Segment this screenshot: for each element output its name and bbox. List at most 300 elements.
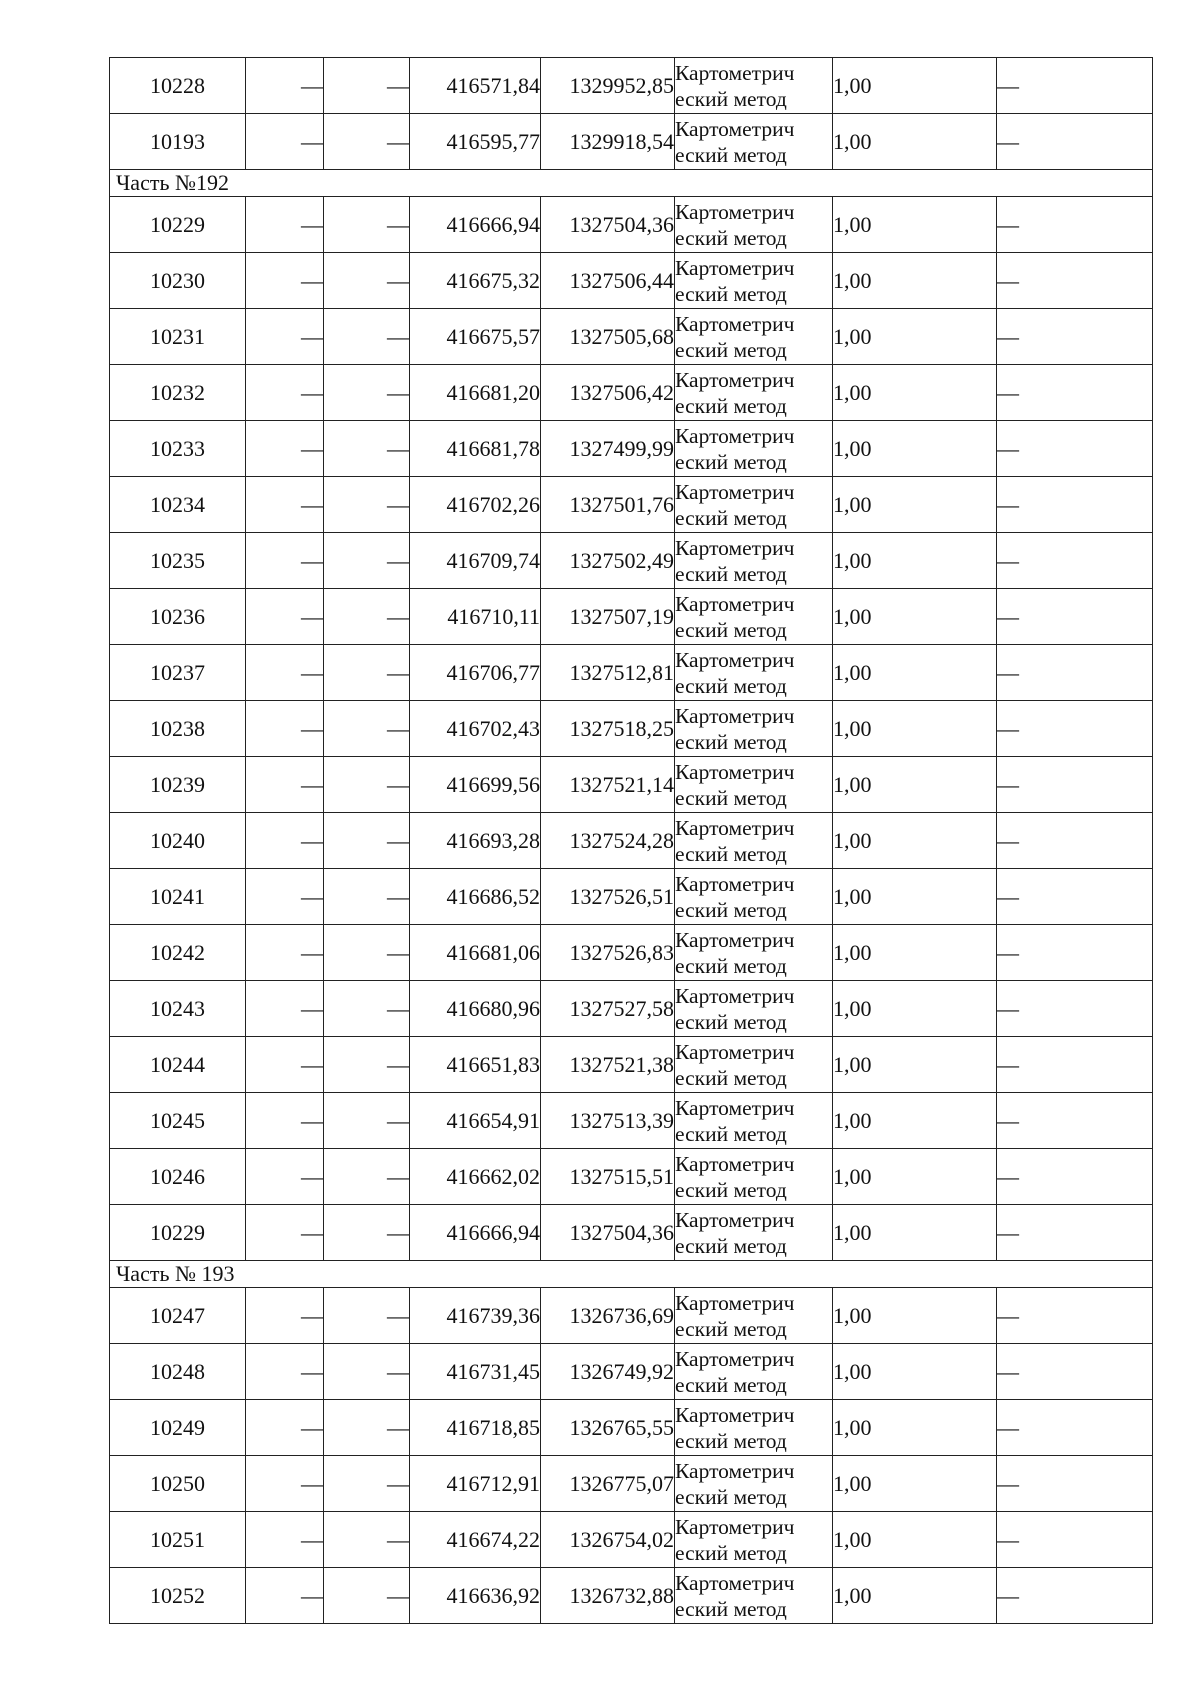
table-row <box>110 365 1153 421</box>
method-text-line2: еский метод <box>675 393 787 418</box>
point-number-cell: 10251 <box>110 1512 246 1568</box>
method-text-line1: Картометрич <box>675 647 795 672</box>
y-coordinate-cell: 1327524,28 <box>541 813 675 869</box>
table-row <box>110 1288 1153 1344</box>
empty-dash-cell: — <box>324 981 410 1037</box>
note-cell: — <box>997 1205 1153 1261</box>
empty-dash-cell: — <box>246 1400 324 1456</box>
point-number-cell: 10235 <box>110 533 246 589</box>
point-number-cell: 10249 <box>110 1400 246 1456</box>
table-row <box>110 589 1153 645</box>
point-number-cell: 10230 <box>110 253 246 309</box>
note-cell: — <box>997 1037 1153 1093</box>
point-number-cell: 10233 <box>110 421 246 477</box>
empty-dash-cell: — <box>324 1288 410 1344</box>
y-coordinate-cell: 1327526,51 <box>541 869 675 925</box>
method-text-line1: Картометрич <box>675 1095 795 1120</box>
y-coordinate-cell: 1326765,55 <box>541 1400 675 1456</box>
x-coordinate-cell: 416571,84 <box>410 58 541 114</box>
precision-cell: 1,00 <box>833 757 997 813</box>
note-cell: — <box>997 1344 1153 1400</box>
precision-cell: 1,00 <box>833 925 997 981</box>
precision-cell: 1,00 <box>833 869 997 925</box>
empty-dash-cell: — <box>246 533 324 589</box>
method-cell <box>675 1512 833 1568</box>
note-cell: — <box>997 114 1153 170</box>
precision-cell: 1,00 <box>833 1400 997 1456</box>
y-coordinate-cell: 1327501,76 <box>541 477 675 533</box>
table-row <box>110 309 1153 365</box>
point-number-cell: 10241 <box>110 869 246 925</box>
y-coordinate-cell: 1327506,42 <box>541 365 675 421</box>
empty-dash-cell: — <box>246 309 324 365</box>
method-text-line2: еский метод <box>675 561 787 586</box>
method-text-line2: еский метод <box>675 281 787 306</box>
table-row <box>110 701 1153 757</box>
empty-dash-cell: — <box>324 253 410 309</box>
point-number-cell: 10245 <box>110 1093 246 1149</box>
empty-dash-cell: — <box>324 1149 410 1205</box>
method-text-line2: еский метод <box>675 1372 787 1397</box>
method-text-line2: еский метод <box>675 617 787 642</box>
y-coordinate-cell: 1327504,36 <box>541 197 675 253</box>
method-text-line1: Картометрич <box>675 423 795 448</box>
empty-dash-cell: — <box>324 477 410 533</box>
table-row <box>110 477 1153 533</box>
x-coordinate-cell: 416739,36 <box>410 1288 541 1344</box>
y-coordinate-cell: 1329918,54 <box>541 114 675 170</box>
empty-dash-cell: — <box>246 1568 324 1624</box>
x-coordinate-cell: 416666,94 <box>410 1205 541 1261</box>
empty-dash-cell: — <box>246 1288 324 1344</box>
x-coordinate-cell: 416675,32 <box>410 253 541 309</box>
y-coordinate-cell: 1327506,44 <box>541 253 675 309</box>
method-cell <box>675 365 833 421</box>
point-number-cell: 10193 <box>110 114 246 170</box>
method-text-line1: Картометрич <box>675 199 795 224</box>
y-coordinate-cell: 1327504,36 <box>541 1205 675 1261</box>
empty-dash-cell: — <box>324 813 410 869</box>
method-text-line2: еский метод <box>675 1484 787 1509</box>
y-coordinate-cell: 1326736,69 <box>541 1288 675 1344</box>
method-text-line1: Картометрич <box>675 311 795 336</box>
method-cell <box>675 421 833 477</box>
empty-dash-cell: — <box>324 757 410 813</box>
section-heading-row <box>110 170 1153 197</box>
coordinates-table <box>109 57 1153 1624</box>
precision-cell: 1,00 <box>833 1568 997 1624</box>
empty-dash-cell: — <box>324 1093 410 1149</box>
empty-dash-cell: — <box>246 589 324 645</box>
precision-cell: 1,00 <box>833 1344 997 1400</box>
empty-dash-cell: — <box>324 701 410 757</box>
note-cell: — <box>997 757 1153 813</box>
method-text-line2: еский метод <box>675 86 787 111</box>
x-coordinate-cell: 416702,26 <box>410 477 541 533</box>
empty-dash-cell: — <box>246 197 324 253</box>
x-coordinate-cell: 416699,56 <box>410 757 541 813</box>
y-coordinate-cell: 1327499,99 <box>541 421 675 477</box>
empty-dash-cell: — <box>324 309 410 365</box>
empty-dash-cell: — <box>246 1456 324 1512</box>
method-cell <box>675 533 833 589</box>
y-coordinate-cell: 1327502,49 <box>541 533 675 589</box>
point-number-cell: 10232 <box>110 365 246 421</box>
method-text-line2: еский метод <box>675 449 787 474</box>
method-text-line1: Картометрич <box>675 871 795 896</box>
x-coordinate-cell: 416709,74 <box>410 533 541 589</box>
empty-dash-cell: — <box>246 1093 324 1149</box>
table-row <box>110 869 1153 925</box>
precision-cell: 1,00 <box>833 589 997 645</box>
section-heading-row <box>110 1261 1153 1288</box>
x-coordinate-cell: 416651,83 <box>410 1037 541 1093</box>
empty-dash-cell: — <box>324 869 410 925</box>
x-coordinate-cell: 416680,96 <box>410 981 541 1037</box>
method-text-line2: еский метод <box>675 1121 787 1146</box>
method-cell <box>675 869 833 925</box>
y-coordinate-cell: 1327512,81 <box>541 645 675 701</box>
y-coordinate-cell: 1327513,39 <box>541 1093 675 1149</box>
y-coordinate-cell: 1327505,68 <box>541 309 675 365</box>
note-cell: — <box>997 869 1153 925</box>
method-cell <box>675 114 833 170</box>
method-cell <box>675 1205 833 1261</box>
y-coordinate-cell: 1327507,19 <box>541 589 675 645</box>
empty-dash-cell: — <box>324 365 410 421</box>
precision-cell: 1,00 <box>833 309 997 365</box>
empty-dash-cell: — <box>324 1512 410 1568</box>
method-cell <box>675 477 833 533</box>
method-text-line1: Картометрич <box>675 1402 795 1427</box>
method-text-line2: еский метод <box>675 337 787 362</box>
empty-dash-cell: — <box>324 421 410 477</box>
x-coordinate-cell: 416712,91 <box>410 1456 541 1512</box>
x-coordinate-cell: 416702,43 <box>410 701 541 757</box>
method-text-line1: Картометрич <box>675 535 795 560</box>
note-cell: — <box>997 981 1153 1037</box>
point-number-cell: 10243 <box>110 981 246 1037</box>
method-text-line2: еский метод <box>675 841 787 866</box>
precision-cell: 1,00 <box>833 365 997 421</box>
method-text-line2: еский метод <box>675 1233 787 1258</box>
note-cell: — <box>997 1456 1153 1512</box>
point-number-cell: 10252 <box>110 1568 246 1624</box>
method-text-line1: Картометрич <box>675 1514 795 1539</box>
precision-cell: 1,00 <box>833 1512 997 1568</box>
method-cell <box>675 1149 833 1205</box>
note-cell: — <box>997 1512 1153 1568</box>
table-row <box>110 1205 1153 1261</box>
precision-cell: 1,00 <box>833 533 997 589</box>
method-cell <box>675 925 833 981</box>
note-cell: — <box>997 309 1153 365</box>
empty-dash-cell: — <box>246 253 324 309</box>
note-cell: — <box>997 1093 1153 1149</box>
empty-dash-cell: — <box>246 1205 324 1261</box>
point-number-cell: 10239 <box>110 757 246 813</box>
method-text-line1: Картометрич <box>675 983 795 1008</box>
method-text-line2: еский метод <box>675 953 787 978</box>
table-row <box>110 114 1153 170</box>
method-text-line2: еский метод <box>675 1428 787 1453</box>
table-body <box>110 58 1153 1624</box>
empty-dash-cell: — <box>246 925 324 981</box>
x-coordinate-cell: 416681,20 <box>410 365 541 421</box>
empty-dash-cell: — <box>324 533 410 589</box>
method-text-line2: еский метод <box>675 1596 787 1621</box>
x-coordinate-cell: 416731,45 <box>410 1344 541 1400</box>
table-row <box>110 1400 1153 1456</box>
table-row <box>110 197 1153 253</box>
point-number-cell: 10246 <box>110 1149 246 1205</box>
y-coordinate-cell: 1326749,92 <box>541 1344 675 1400</box>
empty-dash-cell: — <box>246 1344 324 1400</box>
note-cell: — <box>997 253 1153 309</box>
method-cell <box>675 1568 833 1624</box>
table-row <box>110 925 1153 981</box>
note-cell: — <box>997 1568 1153 1624</box>
method-text-line2: еский метод <box>675 785 787 810</box>
empty-dash-cell: — <box>324 1344 410 1400</box>
x-coordinate-cell: 416654,91 <box>410 1093 541 1149</box>
method-text-line1: Картометрич <box>675 1290 795 1315</box>
point-number-cell: 10240 <box>110 813 246 869</box>
empty-dash-cell: — <box>324 1568 410 1624</box>
method-cell <box>675 1344 833 1400</box>
method-text-line1: Картометрич <box>675 703 795 728</box>
note-cell: — <box>997 1288 1153 1344</box>
x-coordinate-cell: 416675,57 <box>410 309 541 365</box>
method-text-line1: Картометрич <box>675 1039 795 1064</box>
table-row <box>110 421 1153 477</box>
y-coordinate-cell: 1327526,83 <box>541 925 675 981</box>
note-cell: — <box>997 645 1153 701</box>
point-number-cell: 10229 <box>110 1205 246 1261</box>
empty-dash-cell: — <box>324 1037 410 1093</box>
y-coordinate-cell: 1327521,38 <box>541 1037 675 1093</box>
note-cell: — <box>997 589 1153 645</box>
empty-dash-cell: — <box>324 114 410 170</box>
note-cell: — <box>997 421 1153 477</box>
precision-cell: 1,00 <box>833 114 997 170</box>
method-text-line2: еский метод <box>675 897 787 922</box>
x-coordinate-cell: 416662,02 <box>410 1149 541 1205</box>
method-text-line1: Картометрич <box>675 1458 795 1483</box>
point-number-cell: 10250 <box>110 1456 246 1512</box>
x-coordinate-cell: 416666,94 <box>410 197 541 253</box>
method-text-line2: еский метод <box>675 1009 787 1034</box>
precision-cell: 1,00 <box>833 1456 997 1512</box>
empty-dash-cell: — <box>246 813 324 869</box>
method-text-line1: Картометрич <box>675 1207 795 1232</box>
empty-dash-cell: — <box>324 925 410 981</box>
point-number-cell: 10244 <box>110 1037 246 1093</box>
table-row <box>110 813 1153 869</box>
y-coordinate-cell: 1326754,02 <box>541 1512 675 1568</box>
empty-dash-cell: — <box>246 421 324 477</box>
method-text-line1: Картометрич <box>675 367 795 392</box>
method-text-line1: Картометрич <box>675 591 795 616</box>
note-cell: — <box>997 925 1153 981</box>
precision-cell: 1,00 <box>833 1288 997 1344</box>
method-text-line1: Картометрич <box>675 1151 795 1176</box>
method-text-line2: еский метод <box>675 1177 787 1202</box>
method-text-line1: Картометрич <box>675 927 795 952</box>
point-number-cell: 10237 <box>110 645 246 701</box>
y-coordinate-cell: 1327527,58 <box>541 981 675 1037</box>
note-cell: — <box>997 197 1153 253</box>
empty-dash-cell: — <box>324 1205 410 1261</box>
note-cell: — <box>997 58 1153 114</box>
x-coordinate-cell: 416718,85 <box>410 1400 541 1456</box>
method-cell <box>675 197 833 253</box>
precision-cell: 1,00 <box>833 58 997 114</box>
method-cell <box>675 645 833 701</box>
method-text-line2: еский метод <box>675 1540 787 1565</box>
y-coordinate-cell: 1329952,85 <box>541 58 675 114</box>
x-coordinate-cell: 416706,77 <box>410 645 541 701</box>
empty-dash-cell: — <box>324 58 410 114</box>
method-cell <box>675 813 833 869</box>
method-text-line2: еский метод <box>675 673 787 698</box>
method-text-line2: еский метод <box>675 142 787 167</box>
empty-dash-cell: — <box>246 701 324 757</box>
method-cell <box>675 253 833 309</box>
point-number-cell: 10228 <box>110 58 246 114</box>
precision-cell: 1,00 <box>833 813 997 869</box>
x-coordinate-cell: 416681,06 <box>410 925 541 981</box>
empty-dash-cell: — <box>246 58 324 114</box>
precision-cell: 1,00 <box>833 981 997 1037</box>
note-cell: — <box>997 533 1153 589</box>
empty-dash-cell: — <box>246 365 324 421</box>
empty-dash-cell: — <box>246 869 324 925</box>
point-number-cell: 10247 <box>110 1288 246 1344</box>
note-cell: — <box>997 813 1153 869</box>
table-row <box>110 1037 1153 1093</box>
note-cell: — <box>997 477 1153 533</box>
method-cell <box>675 981 833 1037</box>
precision-cell: 1,00 <box>833 477 997 533</box>
method-cell <box>675 309 833 365</box>
table-row <box>110 253 1153 309</box>
point-number-cell: 10238 <box>110 701 246 757</box>
table-row <box>110 1456 1153 1512</box>
table-row <box>110 533 1153 589</box>
method-text-line2: еский метод <box>675 729 787 754</box>
section-heading: Часть №192 <box>110 170 1153 197</box>
table-row <box>110 1344 1153 1400</box>
x-coordinate-cell: 416636,92 <box>410 1568 541 1624</box>
note-cell: — <box>997 365 1153 421</box>
precision-cell: 1,00 <box>833 701 997 757</box>
method-cell <box>675 1400 833 1456</box>
note-cell: — <box>997 701 1153 757</box>
point-number-cell: 10248 <box>110 1344 246 1400</box>
method-cell <box>675 701 833 757</box>
table-row <box>110 757 1153 813</box>
precision-cell: 1,00 <box>833 1205 997 1261</box>
method-text-line2: еский метод <box>675 225 787 250</box>
method-cell <box>675 757 833 813</box>
note-cell: — <box>997 1400 1153 1456</box>
empty-dash-cell: — <box>324 589 410 645</box>
table-row <box>110 981 1153 1037</box>
method-text-line1: Картометрич <box>675 60 795 85</box>
precision-cell: 1,00 <box>833 197 997 253</box>
empty-dash-cell: — <box>246 114 324 170</box>
x-coordinate-cell: 416710,11 <box>410 589 541 645</box>
method-text-line1: Картометрич <box>675 255 795 280</box>
empty-dash-cell: — <box>246 1037 324 1093</box>
section-heading: Часть № 193 <box>110 1261 1153 1288</box>
precision-cell: 1,00 <box>833 1149 997 1205</box>
table-row <box>110 1149 1153 1205</box>
method-cell <box>675 1456 833 1512</box>
empty-dash-cell: — <box>324 1456 410 1512</box>
method-text-line1: Картометрич <box>675 116 795 141</box>
method-text-line1: Картометрич <box>675 759 795 784</box>
method-text-line1: Картометрич <box>675 815 795 840</box>
point-number-cell: 10229 <box>110 197 246 253</box>
x-coordinate-cell: 416686,52 <box>410 869 541 925</box>
y-coordinate-cell: 1327521,14 <box>541 757 675 813</box>
point-number-cell: 10242 <box>110 925 246 981</box>
x-coordinate-cell: 416674,22 <box>410 1512 541 1568</box>
x-coordinate-cell: 416693,28 <box>410 813 541 869</box>
y-coordinate-cell: 1327518,25 <box>541 701 675 757</box>
method-text-line2: еский метод <box>675 1065 787 1090</box>
table-row <box>110 58 1153 114</box>
x-coordinate-cell: 416681,78 <box>410 421 541 477</box>
point-number-cell: 10231 <box>110 309 246 365</box>
method-text-line2: еский метод <box>675 1316 787 1341</box>
point-number-cell: 10236 <box>110 589 246 645</box>
table-row <box>110 1093 1153 1149</box>
empty-dash-cell: — <box>324 197 410 253</box>
empty-dash-cell: — <box>324 645 410 701</box>
precision-cell: 1,00 <box>833 1037 997 1093</box>
method-cell <box>675 1037 833 1093</box>
method-text-line1: Картометрич <box>675 1570 795 1595</box>
empty-dash-cell: — <box>246 757 324 813</box>
empty-dash-cell: — <box>246 1512 324 1568</box>
table-row <box>110 1512 1153 1568</box>
precision-cell: 1,00 <box>833 253 997 309</box>
note-cell: — <box>997 1149 1153 1205</box>
y-coordinate-cell: 1326732,88 <box>541 1568 675 1624</box>
method-cell <box>675 1288 833 1344</box>
method-text-line2: еский метод <box>675 505 787 530</box>
method-cell <box>675 589 833 645</box>
y-coordinate-cell: 1326775,07 <box>541 1456 675 1512</box>
method-cell <box>675 58 833 114</box>
x-coordinate-cell: 416595,77 <box>410 114 541 170</box>
precision-cell: 1,00 <box>833 645 997 701</box>
precision-cell: 1,00 <box>833 421 997 477</box>
method-text-line1: Картометрич <box>675 479 795 504</box>
table-row <box>110 1568 1153 1624</box>
empty-dash-cell: — <box>246 1149 324 1205</box>
empty-dash-cell: — <box>246 477 324 533</box>
empty-dash-cell: — <box>246 981 324 1037</box>
point-number-cell: 10234 <box>110 477 246 533</box>
empty-dash-cell: — <box>324 1400 410 1456</box>
table-row <box>110 645 1153 701</box>
method-text-line1: Картометрич <box>675 1346 795 1371</box>
method-cell <box>675 1093 833 1149</box>
